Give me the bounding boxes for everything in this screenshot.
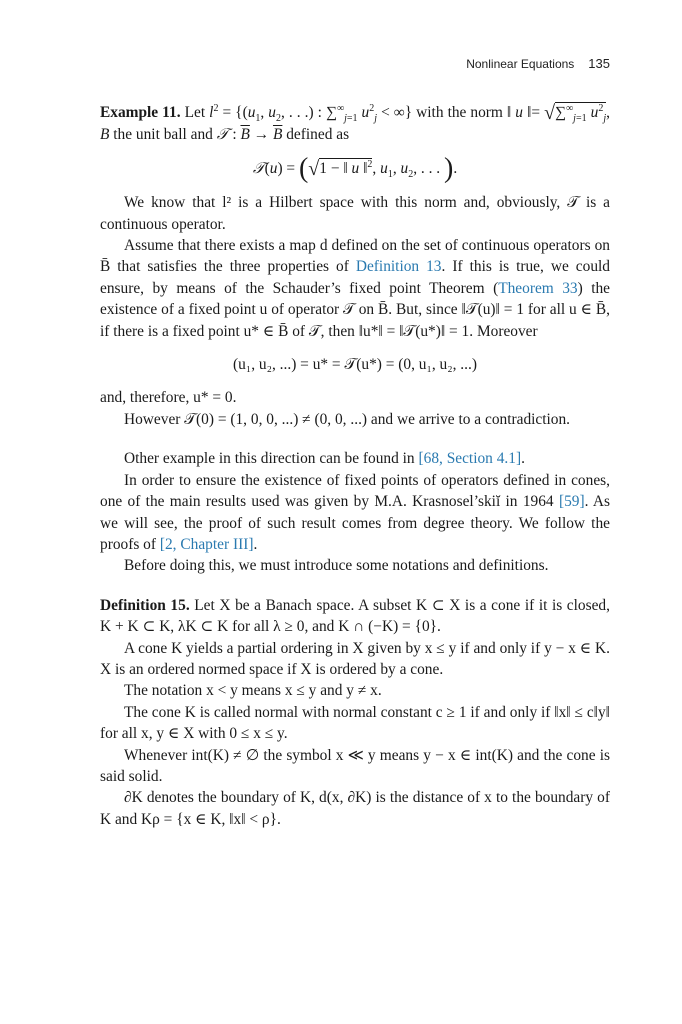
definition-15-notation: The notation x < y means x ≤ y and y ≠ x. <box>124 682 382 700</box>
paragraph-7: Before doing this, we must introduce some notations and definitions. <box>124 557 549 575</box>
operator-definition: 𝒯(u) = (√1 − ‖ u ‖$^2$, $u_1$, $u_2$, . . . ). <box>252 152 458 184</box>
link-theorem-33[interactable]: Theorem 33 <box>498 279 578 297</box>
definition-15-normal: The cone K is called normal with normal constant c ≥ 1 if and only if ‖x‖ ≤ c‖y‖ for all x, y ∈ X with 0 ≤ x ≤ y. <box>100 703 610 743</box>
definition-15-solid: Whenever int(K) ≠ ∅ the symbol x ≪ y means y − x ∈ int(K) and the cone is said solid. <box>100 746 610 785</box>
paragraph-4: However 𝒯(0) = (1, 0, 0, ...) ≠ (0, 0, ...) and we arrive to a contradiction. <box>124 410 571 428</box>
page-number: 135 <box>588 56 610 71</box>
paragraph-1: We know that l² is a Hilbert space with this norm and, obviously, 𝒯 is a continuous operator. <box>100 194 610 233</box>
fixed-point-equation: (u₁, u₂, ...) = u* = 𝒯(u*) = (0, u₁, u₂, ...) <box>233 356 477 374</box>
running-title: Nonlinear Equations <box>466 57 575 71</box>
link-ref-68[interactable]: [68, Section 4.1] <box>418 450 522 468</box>
paragraph-3: and, therefore, u* = 0. <box>100 389 237 407</box>
link-ref-59[interactable]: [59] <box>558 493 585 511</box>
definition-15: Definition 15. Let X be a Banach space. A subset K ⊂ X is a cone if it is closed, K + K ⊂ K, λK ⊂ K for all λ ≥ 0, and K ∩ (−K) = {0}. <box>100 596 610 636</box>
paragraph-6: In order to ensure the existence of fixed points of operators defined in cones, one of the main results used was given by M.A. Krasnosel’skiĭ in 1964 [59]. As we will see, the proof of such result comes from degree theory. We follow the proofs of [2, Chapter III]. <box>100 471 611 553</box>
paragraph-5: Other example in this direction can be found in [68, Section 4.1]. <box>124 450 525 468</box>
example-11: Example 11. Let $l^2 = \{(u_1$, $u_2$, . . .) : $\sum^\infty_{j=1}$ $u^2_j$ < ∞} with the norm ‖ u ‖= $√\sum^\infty_{j=1}$ $u^2_j$, B the unit ball and 𝒯 : $\overline{B} \to \overline{B}$ defined as <box>100 102 610 144</box>
page-body <box>100 102 610 830</box>
running-header <box>466 56 610 71</box>
link-definition-13[interactable]: Definition 13 <box>355 258 442 276</box>
definition-15-boundary: ∂K denotes the boundary of K, d(x, ∂K) is the distance of x to the boundary of K and Kρ = {x ∈ K, ‖x‖ < ρ}. <box>100 789 610 828</box>
example-label: Example 11. <box>100 104 181 121</box>
link-ref-2[interactable]: [2, Chapter III] <box>159 535 254 553</box>
paragraph-2: Assume that there exists a map d defined on the set of continuous operators on B̄ that satisfies the three properties of Definition 13. If this is true, we could ensure, by means of the Schauder’s fixed point Theorem (Theorem 33) the existence of a fixed point u of operator 𝒯 on B̄. But, since ‖𝒯(u)‖ = 1 for all u ∈ B̄, if there is a fixed point u* ∈ B̄ of 𝒯, then ‖u*‖ = ‖𝒯(u*)‖ = 1. Moreover <box>100 237 610 340</box>
definition-15-ordering: A cone K yields a partial ordering in X given by x ≤ y if and only if y − x ∈ K. X is an ordered normed space if X is ordered by a cone. <box>100 639 610 678</box>
definition-label: Definition 15. <box>100 596 190 614</box>
